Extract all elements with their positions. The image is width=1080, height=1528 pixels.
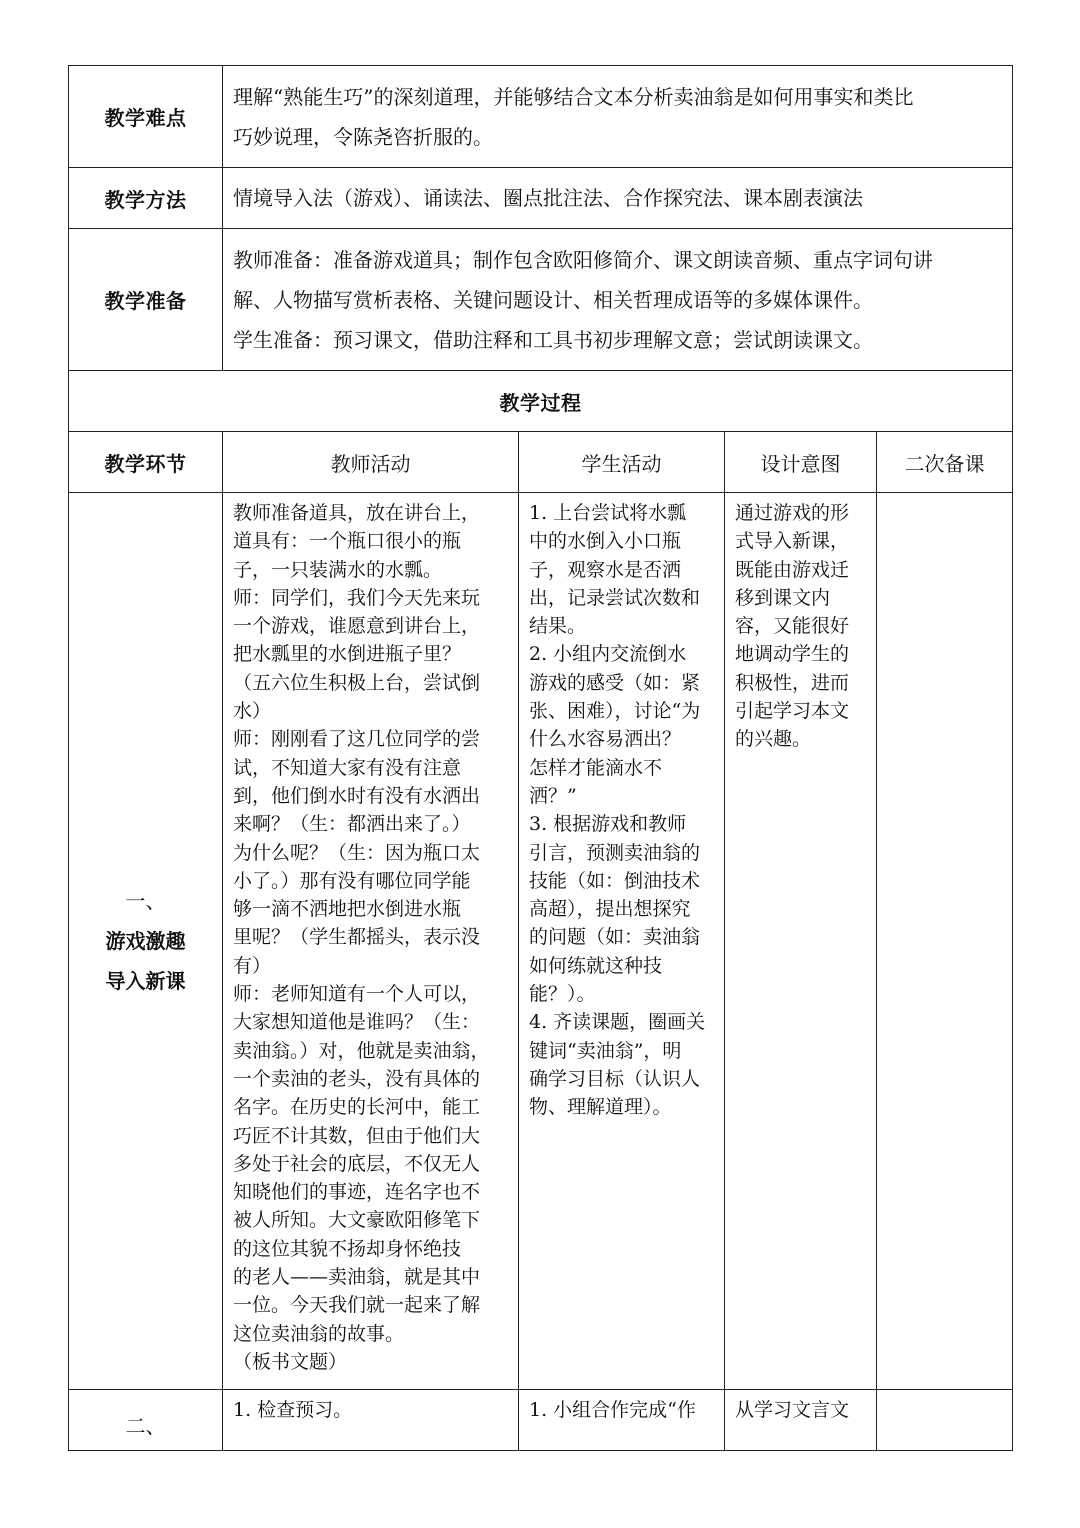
cell-line: 既能由游戏迁 [735, 558, 850, 581]
section-number: 二、 [125, 1414, 166, 1438]
cell-line: 从学习文言文 [735, 1399, 850, 1421]
preparation-line: 教师准备：准备游戏道具；制作包含欧阳修简介、课文朗读音频、重点字词句讲 [233, 247, 933, 272]
cell-line: 结果。 [529, 615, 587, 638]
cell-line: 一个游戏，谁愿意到讲台上， [233, 615, 481, 638]
teacher-activity [223, 493, 519, 1390]
cell-line: 2. 小组内交流倒水 [529, 643, 687, 666]
cell-line: 地调动学生的 [735, 643, 850, 666]
cell-line: 的问题（如：卖油翁 [529, 926, 701, 949]
design-intent [725, 493, 877, 1390]
cell-line: 键词“卖油翁”，明 [529, 1039, 682, 1062]
student-activity [519, 1390, 725, 1451]
difficulty-line: 理解“熟能生巧”的深刻道理，并能够结合文本分析卖油翁是如何用事实和类比 [233, 84, 914, 109]
preparation-content [223, 229, 1013, 371]
cell-line: （板书文题） [233, 1350, 348, 1373]
process-title: 教学过程 [69, 371, 1013, 432]
preparation-label: 教学准备 [69, 229, 223, 371]
cell-line: 这位卖油翁的故事。 [233, 1322, 405, 1345]
column-header-row [69, 432, 1013, 493]
cell-line: 巧匠不计其数，但由于他们大 [233, 1124, 481, 1147]
cell-line: 卖油翁。）对，他就是卖油翁， [233, 1039, 490, 1062]
cell-line: 确学习目标（认识人 [529, 1067, 701, 1090]
secondary-prep [877, 1390, 1013, 1451]
cell-line: 大家想知道他是谁吗？（生： [233, 1011, 481, 1034]
column-header-intent: 设计意图 [725, 432, 877, 493]
preparation-row [69, 229, 1013, 371]
section-row [69, 493, 1013, 1390]
cell-line: 的老人——卖油翁，就是其中 [233, 1266, 481, 1289]
cell-line: 中的水倒入小口瓶 [529, 530, 682, 553]
cell-line: 为什么呢？（生：因为瓶口太 [233, 841, 481, 864]
cell-line: （五六位生积极上台，尝试倒 [233, 671, 481, 694]
difficulty-row [69, 66, 1013, 168]
preparation-line: 解、人物描写赏析表格、关键问题设计、相关哲理成语等的多媒体课件。 [233, 287, 873, 312]
cell-line: 道具有：一个瓶口很小的瓶 [233, 530, 462, 553]
section-title-line: 游戏激趣 [105, 929, 186, 953]
column-header-teacher: 教师活动 [223, 432, 519, 493]
student-activity [519, 493, 725, 1390]
cell-line: 师：刚刚看了这几位同学的尝 [233, 728, 481, 751]
difficulty-content [223, 66, 1013, 168]
difficulty-label: 教学难点 [69, 66, 223, 168]
column-header-student: 学生活动 [519, 432, 725, 493]
cell-line: 子，一只装满水的水瓢。 [233, 558, 443, 581]
section-label [69, 493, 223, 1390]
cell-line: 3. 根据游戏和教师 [529, 813, 687, 836]
cell-line: 里呢？（学生都摇头，表示没 [233, 926, 481, 949]
cell-line: 洒？” [529, 784, 577, 807]
method-label: 教学方法 [69, 168, 223, 229]
cell-line: 张、困难），讨论“为 [529, 700, 701, 723]
cell-line: 把水瓢里的水倒进瓶子里？ [233, 643, 462, 666]
section-label [69, 1390, 223, 1451]
cell-line: 教师准备道具，放在讲台上， [233, 502, 481, 524]
cell-line: 知晓他们的事迹，连名字也不 [233, 1181, 481, 1204]
design-intent [725, 1390, 877, 1451]
method-row [69, 168, 1013, 229]
cell-line: 多处于社会的底层，不仅无人 [233, 1152, 481, 1175]
cell-line: 技能（如：倒油技术 [529, 869, 701, 892]
cell-line: 游戏的感受（如：紧 [529, 671, 701, 694]
cell-line: 1. 小组合作完成“作 [529, 1399, 696, 1421]
cell-line: 一位。今天我们就一起来了解 [233, 1294, 481, 1317]
cell-line: 1. 上台尝试将水瓢 [529, 502, 687, 524]
cell-line: 如何练就这种技 [529, 954, 663, 977]
cell-line: 物、理解道理）。 [529, 1096, 672, 1119]
preparation-line: 学生准备：预习课文，借助注释和工具书初步理解文意；尝试朗读课文。 [233, 327, 873, 352]
section-number: 一、 [125, 889, 166, 913]
section-title-line: 导入新课 [105, 969, 186, 993]
cell-line: 师：同学们，我们今天先来玩 [233, 586, 481, 609]
cell-line: 引言，预测卖油翁的 [529, 841, 701, 864]
secondary-prep [877, 493, 1013, 1390]
cell-line: 的这位其貌不扬却身怀绝技 [233, 1237, 462, 1260]
cell-line: 到，他们倒水时有没有水洒出 [233, 784, 481, 807]
cell-line: 名字。在历史的长河中，能工 [233, 1096, 481, 1119]
cell-line: 子，观察水是否洒 [529, 558, 682, 581]
cell-line: 引起学习本文 [735, 700, 850, 723]
cell-line: 被人所知。大文豪欧阳修笔下 [233, 1209, 481, 1232]
cell-line: 高超），提出想探究 [529, 898, 691, 921]
teacher-activity [223, 1390, 519, 1451]
method-content: 情境导入法（游戏）、诵读法、圈点批注法、合作探究法、课本剧表演法 [223, 168, 1013, 229]
cell-line: 水） [233, 700, 272, 723]
lesson-plan-table [68, 65, 1013, 1451]
difficulty-line: 巧妙说理，令陈尧咨折服的。 [233, 124, 493, 149]
column-header-stage: 教学环节 [69, 432, 223, 493]
process-title-row [69, 371, 1013, 432]
cell-line: 小了。）那有没有哪位同学能 [233, 869, 471, 892]
cell-line: 有） [233, 954, 272, 977]
cell-line: 能？）。 [529, 983, 596, 1006]
cell-line: 式导入新课， [735, 530, 850, 553]
cell-line: 移到课文内 [735, 586, 831, 609]
cell-line: 4. 齐读课题，圈画关 [529, 1011, 706, 1034]
column-header-notes: 二次备课 [877, 432, 1013, 493]
cell-line: 什么水容易洒出？ [529, 728, 682, 751]
cell-line: 通过游戏的形 [735, 502, 850, 524]
section-row [69, 1390, 1013, 1451]
cell-line: 试，不知道大家有没有注意 [233, 756, 462, 779]
cell-line: 来啊？（生：都洒出来了。） [233, 813, 471, 836]
cell-line: 出，记录尝试次数和 [529, 586, 701, 609]
cell-line: 容，又能很好 [735, 615, 850, 638]
cell-line: 的兴趣。 [735, 728, 812, 751]
cell-line: 怎样才能滴水不 [529, 756, 663, 779]
cell-line: 一个卖油的老头，没有具体的 [233, 1067, 481, 1090]
cell-line: 积极性，进而 [735, 671, 850, 694]
cell-line: 师：老师知道有一个人可以， [233, 983, 481, 1006]
cell-line: 1. 检查预习。 [233, 1399, 353, 1421]
cell-line: 够一滴不洒地把水倒进水瓶 [233, 898, 462, 921]
